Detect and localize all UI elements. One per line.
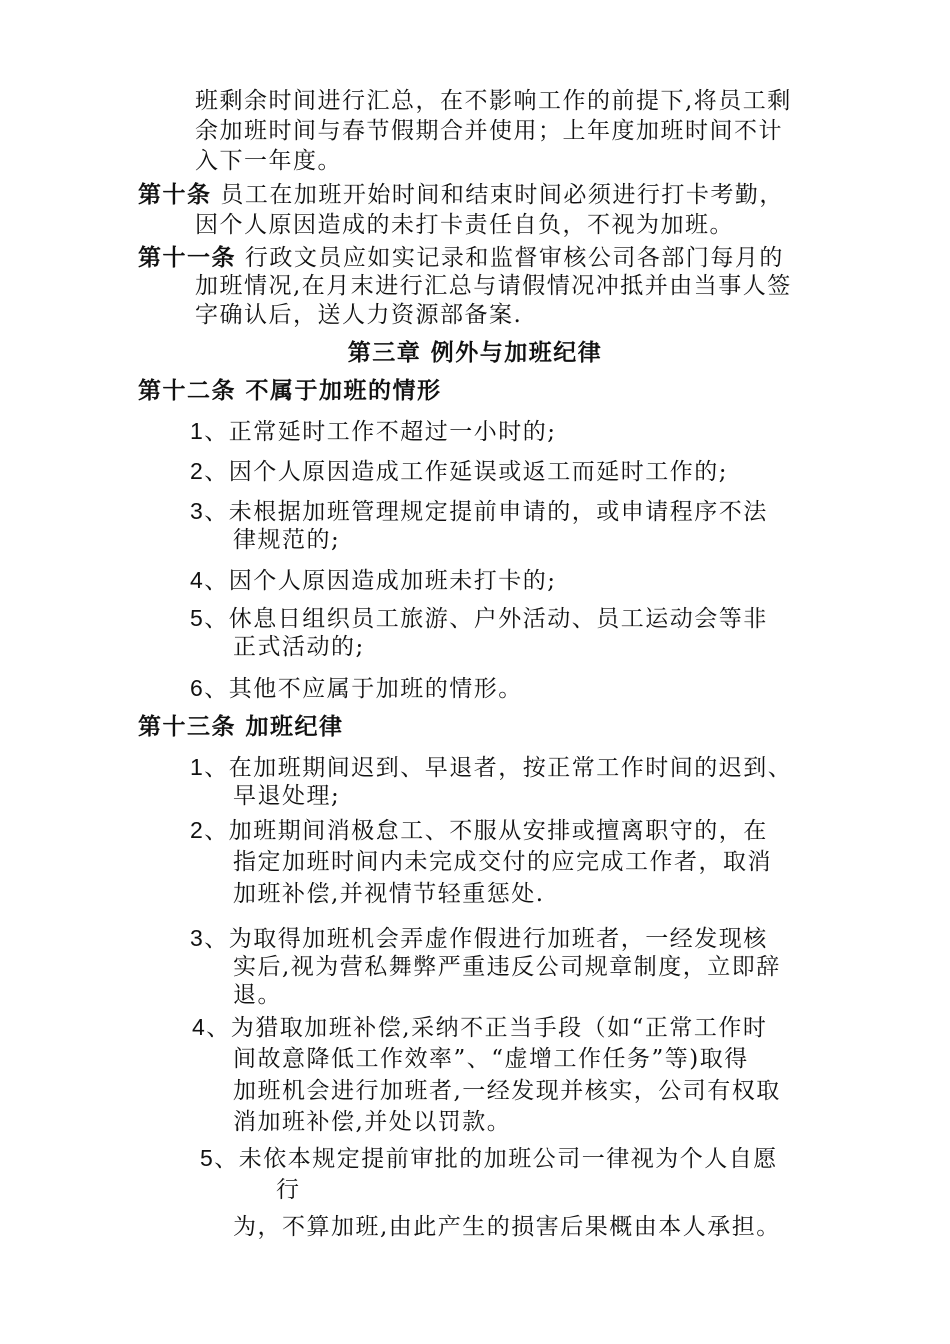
list-item: 6、其他不应属于加班的情形。: [190, 675, 523, 702]
text-line: 加班机会进行加班者,一经发现并核实，公司有权取: [233, 1078, 781, 1104]
text-line: 间故意降低工作效率”、“虚增工作任务”等)取得: [233, 1046, 749, 1072]
text-line: 员工在加班开始时间和结束时间必须进行打卡考勤，: [220, 182, 784, 208]
list-item: 2、加班期间消极怠工、不服从安排或擅离职守的，在: [190, 817, 768, 844]
text-line: 行政文员应如实记录和监督审核公司各部门每月的: [244, 245, 784, 271]
article-label: 第十一条: [138, 245, 236, 271]
list-item: 5、休息日组织员工旅游、户外活动、员工运动会等非: [190, 605, 768, 632]
list-item: 3、未根据加班管理规定提前申请的，或申请程序不法: [190, 498, 768, 525]
text-line: 余加班时间与春节假期合并使用；上年度加班时间不计: [195, 118, 783, 144]
text-line: 为，不算加班,由此产生的损害后果概由本人承担。: [233, 1214, 781, 1240]
text-line: 实后,视为营私舞弊严重违反公司规章制度，立即辞: [233, 954, 781, 980]
text-line: 消加班补偿,并处以罚款。: [233, 1109, 512, 1135]
text-line: 行: [276, 1177, 301, 1203]
article-11: [138, 243, 784, 273]
list-item: 1、在加班期间迟到、早退者，按正常工作时间的迟到、: [190, 754, 793, 781]
text-line: 字确认后，送人力资源部备案.: [195, 302, 523, 328]
text-line: 指定加班时间内未完成交付的应完成工作者，取消: [233, 849, 772, 875]
text-line: 班剩余时间进行汇总，在不影响工作的前提下,将员工剩: [195, 88, 792, 114]
list-item: 4、因个人原因造成加班未打卡的;: [190, 567, 557, 594]
article-label: 第十条: [138, 182, 212, 208]
text-line: 正式活动的;: [233, 634, 365, 660]
list-item: 2、因个人原因造成工作延误或返工而延时工作的;: [190, 458, 729, 485]
list-item: 4、为猎取加班补偿,采纳不正当手段（如“正常工作时: [192, 1014, 768, 1041]
text-line: 加班补偿,并视情节轻重惩处.: [233, 881, 545, 907]
list-item: 5、未依本规定提前审批的加班公司一律视为个人自愿: [200, 1145, 778, 1172]
text-line: 因个人原因造成的未打卡责任自负，不视为加班。: [195, 212, 734, 238]
list-item: 1、正常延时工作不超过一小时的;: [190, 418, 557, 445]
article-13-heading: 第十三条 加班纪律: [138, 714, 344, 740]
text-line: 加班情况,在月末进行汇总与请假情况冲抵并由当事人签: [195, 273, 792, 299]
text-line: 早退处理;: [233, 783, 341, 809]
article-12-heading: 第十二条 不属于加班的情形: [138, 378, 442, 404]
text-line: 退。: [233, 982, 282, 1008]
text-line: 入下一年度。: [195, 148, 342, 174]
text-line: 律规范的;: [233, 527, 341, 553]
chapter-heading: 第三章 例外与加班纪律: [347, 340, 603, 366]
article-10: [138, 180, 784, 210]
list-item: 3、为取得加班机会弄虚作假进行加班者，一经发现核: [190, 925, 768, 952]
